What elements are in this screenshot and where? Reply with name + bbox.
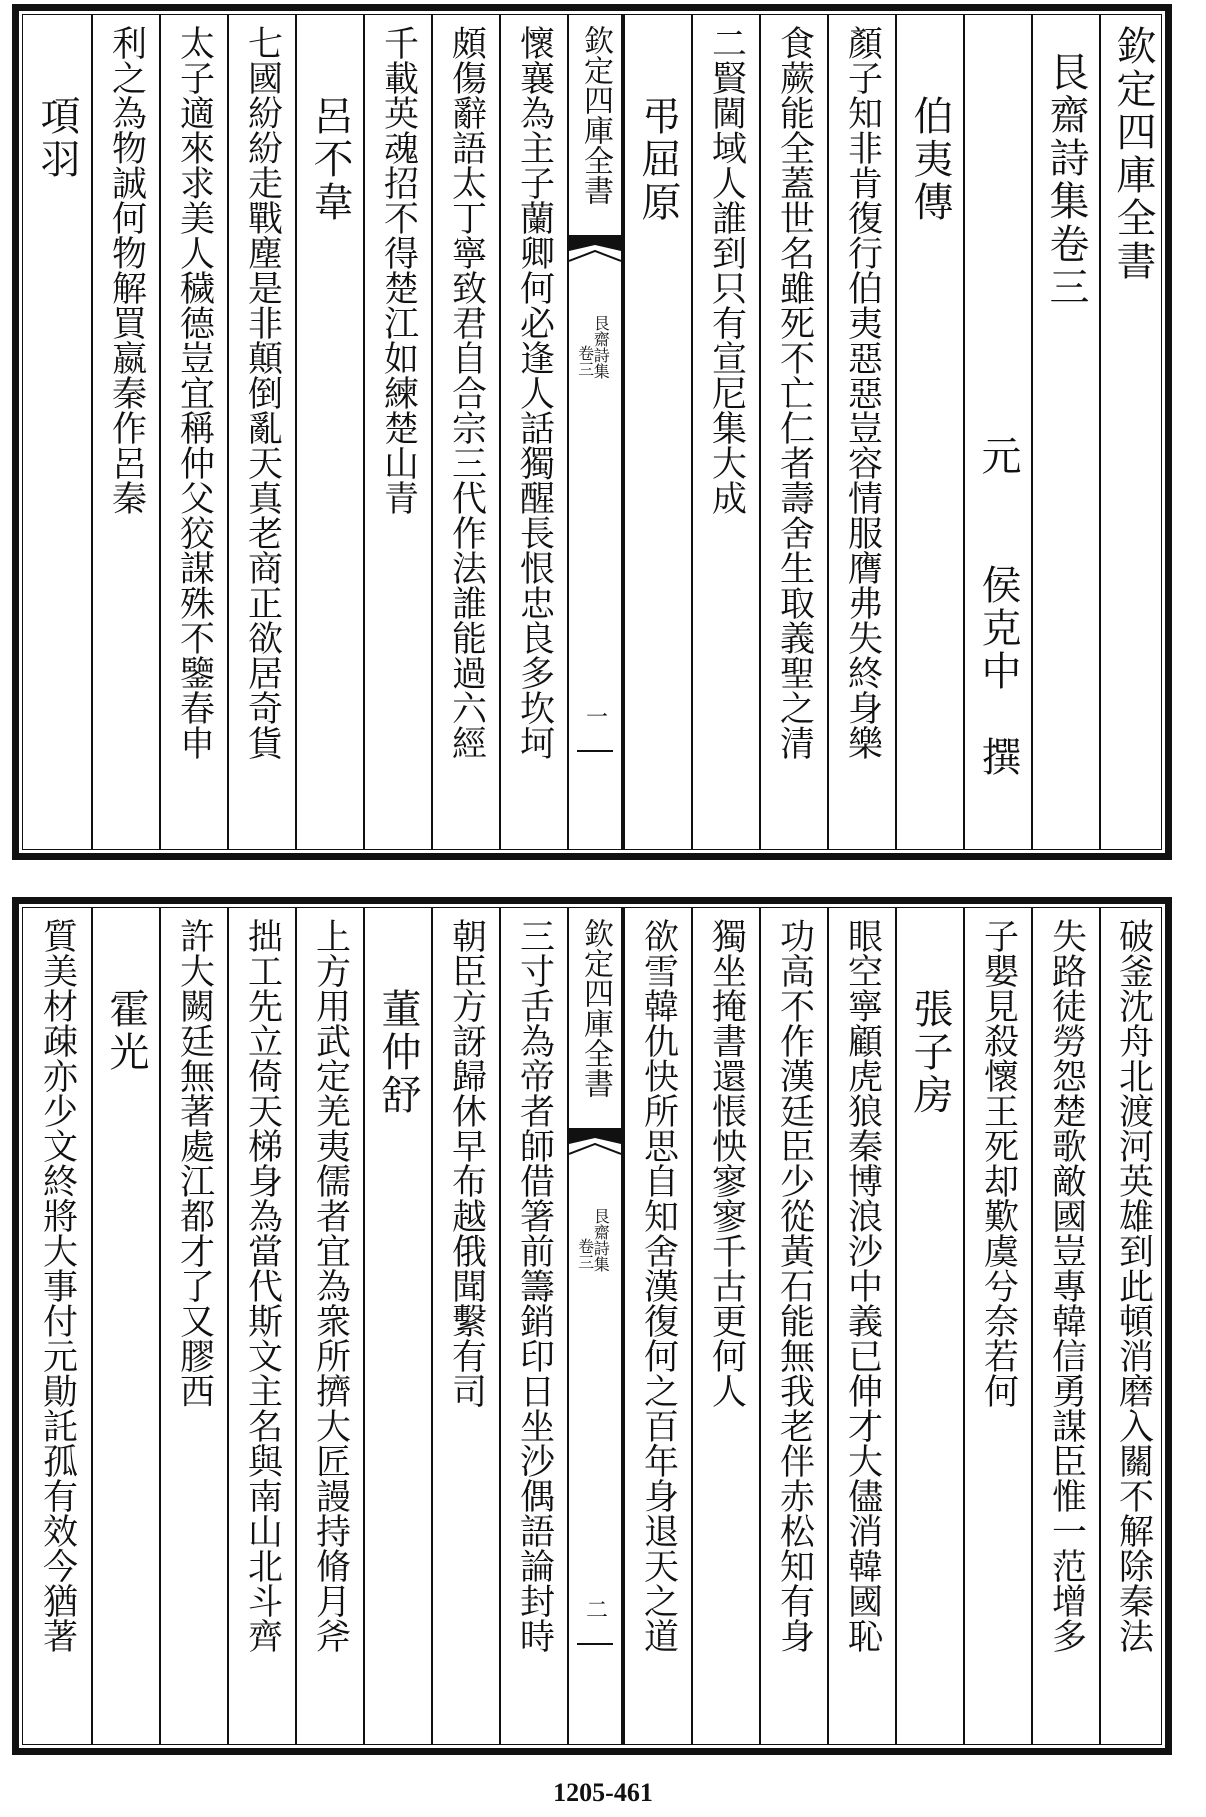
fold-subtitle: 艮齋詩集 [591,1208,611,1272]
column-7 [691,15,759,849]
column-11 [363,15,431,849]
book-title: 欽定四庫全書 [1110,25,1156,283]
column-6 [759,908,827,1744]
column-10 [431,908,499,1744]
fold-volume: 卷三 [575,345,595,377]
poem-line: 利之為物誠何物解買嬴秦作呂秦 [106,25,147,515]
column-12 [295,908,363,1744]
fold-book-title: 欽定四庫全書 [578,25,613,205]
column-4 [895,908,963,1744]
poem-line: 功高不作漢廷臣少從黃石能無我老伴赤松知有身 [774,918,815,1653]
column-14 [159,15,227,849]
fold-subtitle: 艮齋詩集 [591,315,611,379]
column-6 [759,15,827,849]
page-footer-number: 1205-461 [553,1778,653,1807]
column-12 [295,15,363,849]
column-10 [431,15,499,849]
top-page [0,0,1206,880]
column-9 [499,908,567,1744]
author-line: 元 侯克中 撰 [975,435,1021,779]
poem-line: 破釜沈舟北渡河英雄到此頓消磨入關不解除秦法 [1113,918,1154,1653]
poem-line: 食蕨能全蓋世名雖死不亡仁者壽舍生取義聖之清 [774,25,815,760]
column-14 [159,908,227,1744]
poem-line: 欲雪韓仇快所思自知舍漢復何之百年身退天之道 [638,918,679,1653]
column-3 [963,908,1031,1744]
poem-title: 張子房 [907,988,953,1117]
fold-column [567,908,623,1744]
poem-title: 董仲舒 [375,988,421,1117]
poem-line: 失路徒勞怨楚歌敵國豈專韓信勇謀臣惟一范增多 [1046,918,1087,1653]
fold-page-number: 一 [582,705,608,727]
poem-line: 顏子知非肯復行伯夷惡惡豈容情服膺弗失終身樂 [842,25,883,760]
poem-line: 獨坐掩書還悵怏寥寥千古更何人 [706,918,747,1408]
poem-line: 質美材疎亦少文終將大事付元勛託孤有效今猶著 [37,918,78,1653]
poem-line: 眼空寧顧虎狼秦博浪沙中義已伸才大儘消韓國恥 [842,918,883,1653]
fishtail-mark [569,1128,621,1190]
fold-book-title: 欽定四庫全書 [578,918,613,1098]
column-15 [91,15,159,849]
page-frame [12,4,1172,860]
fold-volume: 卷三 [575,1238,595,1270]
poem-line: 朝臣方訝歸休早布越俄聞繫有司 [446,918,487,1408]
poem-line: 頗傷辭語太丁寧致君自合宗三代作法誰能過六經 [446,25,487,760]
poem-line: 千載英魂招不得楚江如練楚山青 [378,25,419,515]
fold-column [567,15,623,849]
poem-title: 伯夷傳 [907,95,953,224]
column-11 [363,908,431,1744]
column-2 [1031,15,1099,849]
volume-title: 艮齋詩集卷三 [1043,51,1089,309]
column-8 [623,15,691,849]
column-5 [827,15,895,849]
poem-title: 弔屈原 [635,95,681,224]
column-13 [227,15,295,849]
column-2 [1031,908,1099,1744]
poem-title: 霍光 [103,988,149,1074]
bottom-page [0,895,1206,1775]
column-9 [499,15,567,849]
column-3 [963,15,1031,849]
poem-line: 懷襄為主子蘭卿何必逢人話獨醒長恨忠良多坎坷 [514,25,555,760]
column-16 [23,15,91,849]
column-1 [1099,908,1165,1744]
poem-line: 上方用武定羌夷儒者宜為衆所擠大匠謾持脩月斧 [310,918,351,1653]
poem-line: 二賢閫域人誰到只有宣尼集大成 [706,25,747,515]
poem-line: 許大闕廷無著處江都才了又膠西 [174,918,215,1408]
column-4 [895,15,963,849]
fishtail-mark [569,235,621,297]
poem-line: 太子適來求美人穢德豈宜稱仲父狡謀殊不鑒春申 [174,25,215,760]
column-5 [827,908,895,1744]
column-15 [91,908,159,1744]
fold-page-number: 二 [582,1598,608,1620]
poem-line: 三寸舌為帝者師借箸前籌銷印日坐沙偶語論封時 [514,918,555,1653]
poem-title: 項羽 [34,95,80,181]
poem-line: 七國紛紛走戰塵是非顛倒亂天真老商正欲居奇貨 [242,25,283,760]
column-16 [23,908,91,1744]
column-7 [691,908,759,1744]
page-frame [12,897,1172,1755]
column-13 [227,908,295,1744]
poem-line: 子嬰見殺懷王死却歎虞兮奈若何 [978,918,1019,1408]
column-1 [1099,15,1165,849]
column-8 [623,908,691,1744]
poem-title: 呂不韋 [307,95,353,224]
poem-line: 拙工先立倚天梯身為當代斯文主名與南山北斗齊 [242,918,283,1653]
